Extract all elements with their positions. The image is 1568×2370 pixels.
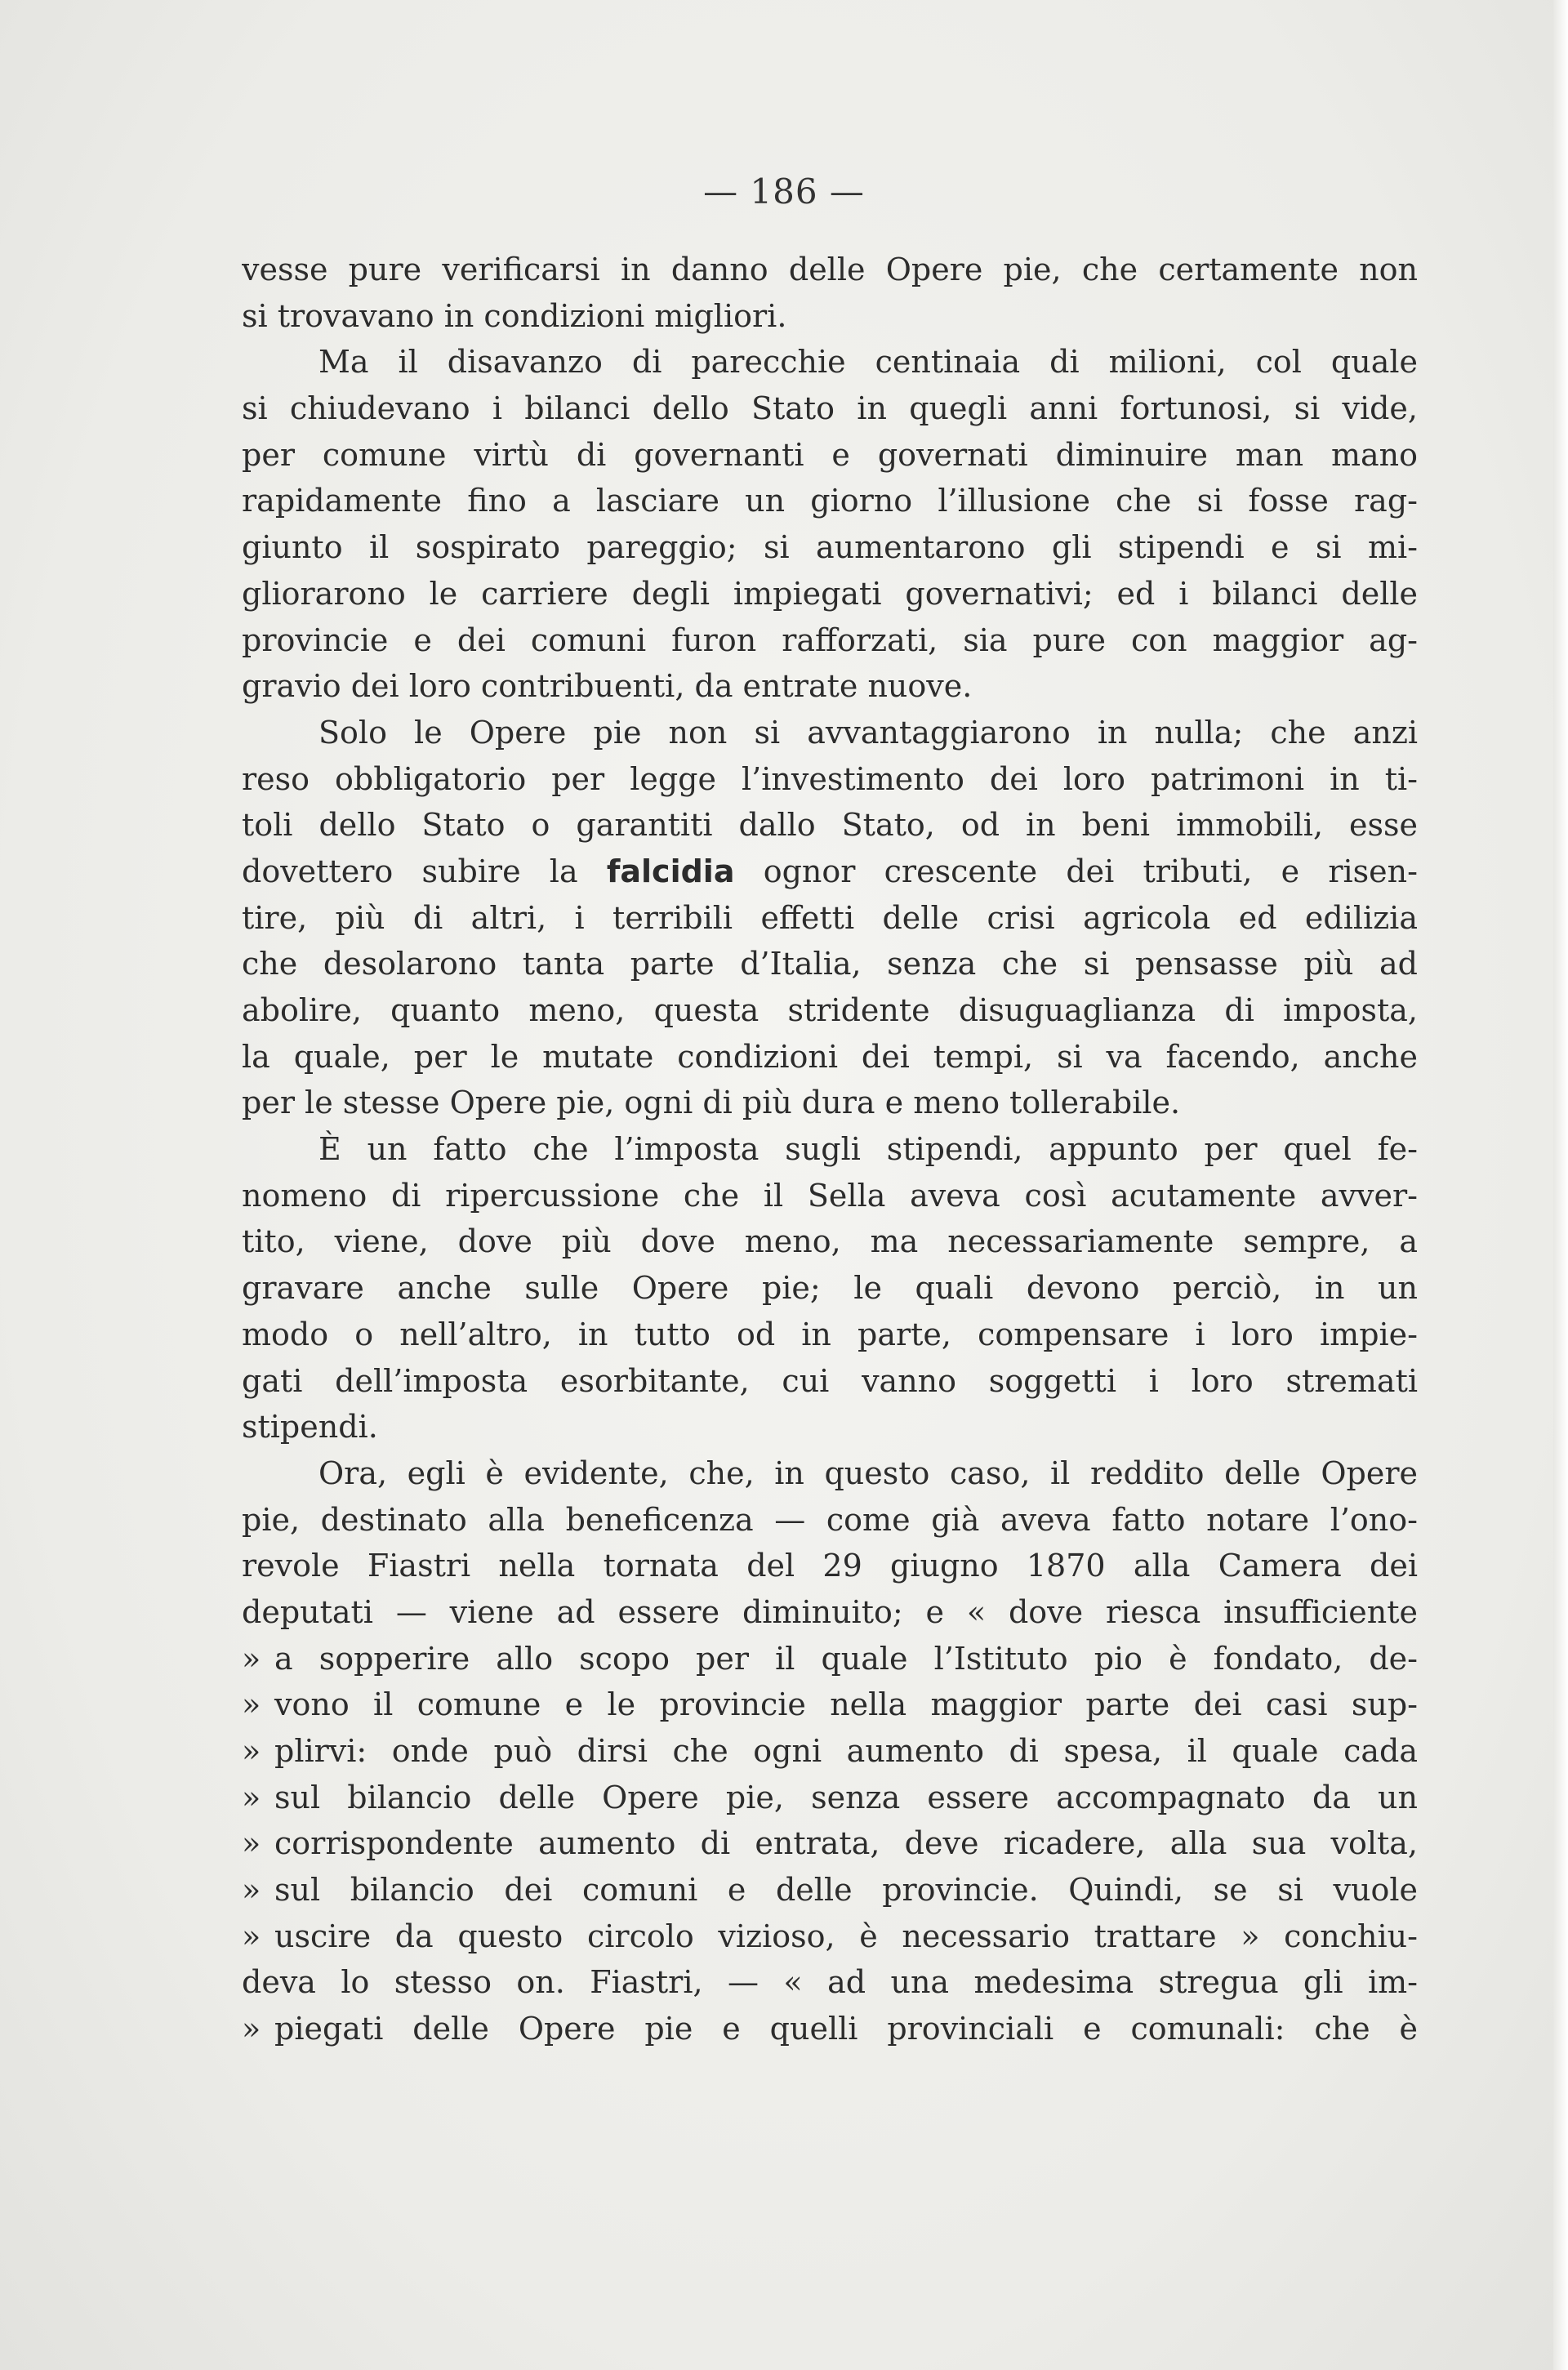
text-segment: reso obbligatorio per legge l’investimento dei loro patrimoni in ti- — [242, 760, 1418, 797]
text-line — [242, 247, 1418, 293]
text-segment: vesse pure verificarsi in danno delle Opere pie, che certamente non — [242, 252, 1418, 287]
text-segment: pie, destinato alla beneficenza — come già aveva fatto notare l’ono- — [242, 1501, 1418, 1538]
text-line — [242, 524, 1418, 571]
text-line — [242, 895, 1418, 942]
text-line — [242, 385, 1418, 432]
text-line — [242, 1867, 1418, 1913]
text-segment: gati dell’imposta esorbitante, cui vanno soggetti i loro stremati — [242, 1362, 1418, 1399]
text-segment: corrispondente aumento di entrata, deve ricadere, alla sua volta, — [274, 1825, 1418, 1862]
text-segment: È un fatto che l’imposta sugli stipendi, appunto per quel fe- — [318, 1131, 1418, 1168]
text-segment: per le stesse Opere pie, ogni di più dura e meno tollerabile. — [242, 1085, 1181, 1121]
text-line — [242, 1450, 1418, 1497]
text-line — [242, 432, 1418, 479]
text-segment: gravio dei loro contribuenti, da entrate nuove. — [242, 668, 973, 705]
text-segment: a sopperire allo scopo per il quale l’Istituto pio è fondato, de- — [274, 1640, 1418, 1677]
text-line — [242, 1265, 1418, 1312]
quote-mark: » — [242, 1686, 261, 1723]
quote-mark: » — [242, 1779, 261, 1815]
text-segment: plirvi: onde può dirsi che ogni aumento di spesa, il quale cada — [274, 1733, 1418, 1769]
text-line — [242, 849, 1418, 895]
quote-mark: » — [242, 1733, 261, 1769]
text-segment: sul bilancio dei comuni e delle provincie. Quindi, se si vuole — [274, 1872, 1418, 1909]
text-line — [242, 617, 1418, 664]
page-edge — [1553, 0, 1568, 2370]
text-segment: si trovavano in condizioni migliori. — [242, 297, 787, 334]
text-segment: che desolarono tanta parte d’Italia, senza che si pensasse più ad — [242, 946, 1418, 982]
text-segment: abolire, quanto meno, questa stridente disuguaglianza di imposta, — [242, 992, 1418, 1028]
text-segment: stipendi. — [242, 1409, 378, 1446]
text-segment: gravare anche sulle Opere pie; le quali devono perciò, in un — [242, 1270, 1418, 1307]
text-segment: dovettero subire la — [242, 853, 607, 889]
text-line — [242, 1173, 1418, 1219]
text-segment: revole Fiastri nella tornata del 29 giugno 1870 alla Camera dei — [242, 1548, 1418, 1584]
quote-mark: » — [242, 1640, 261, 1677]
text-line — [242, 1959, 1418, 2006]
text-segment: nomeno di ripercussione che il Sella aveva così acutamente avver- — [242, 1177, 1418, 1214]
text-line — [242, 293, 1418, 340]
bold-term: falcidia — [606, 853, 735, 889]
text-segment: la quale, per le mutate condizioni dei tempi, si va facendo, anche — [242, 1038, 1418, 1075]
text-line — [242, 2006, 1418, 2052]
text-line — [242, 1034, 1418, 1080]
text-segment: si chiudevano i bilanci dello Stato in quegli anni fortunosi, si vide, — [242, 390, 1418, 427]
text-segment: Ma il disavanzo di parecchie centinaia di milioni, col quale — [318, 344, 1418, 381]
text-line — [242, 1543, 1418, 1589]
text-segment: deputati — viene ad essere diminuito; e « dove riesca insufficiente — [242, 1593, 1418, 1630]
text-segment: sul bilancio delle Opere pie, senza essere accompagnato da un — [274, 1779, 1418, 1815]
text-segment: rapidamente fino a lasciare un giorno l’illusione che si fosse rag- — [242, 483, 1418, 519]
text-segment: Solo le Opere pie non si avvantaggiarono in nulla; che anzi — [318, 714, 1418, 751]
text-line — [242, 802, 1418, 849]
quote-mark: » — [242, 2011, 261, 2047]
text-segment: ognor crescente dei tributi, e risen- — [734, 853, 1418, 889]
quote-mark: » — [242, 1825, 261, 1862]
text-segment: Ora, egli è evidente, che, in questo caso, il reddito delle Opere — [318, 1455, 1418, 1491]
text-segment: giunto il sospirato pareggio; si aumentarono gli stipendi e si mi- — [242, 529, 1418, 566]
text-line — [242, 1080, 1418, 1126]
text-line — [242, 1636, 1418, 1682]
text-line — [242, 1775, 1418, 1821]
text-line — [242, 1913, 1418, 1960]
text-line — [242, 941, 1418, 987]
text-line — [242, 1589, 1418, 1636]
text-line — [242, 1728, 1418, 1775]
text-line — [242, 1820, 1418, 1867]
text-line — [242, 1358, 1418, 1405]
text-segment: tito, viene, dove più dove meno, ma necessariamente sempre, a — [242, 1223, 1418, 1260]
text-line — [242, 478, 1418, 524]
text-line — [242, 1312, 1418, 1358]
text-segment: tire, più di altri, i terribili effetti delle crisi agricola ed edilizia — [242, 899, 1418, 936]
text-line — [242, 1497, 1418, 1544]
text-segment: uscire da questo circolo vizioso, è necessario trattare » conchiu- — [274, 1918, 1418, 1954]
text-segment: modo o nell’altro, in tutto od in parte, compensare i loro impie- — [242, 1316, 1418, 1352]
text-segment: provincie e dei comuni furon rafforzati, sia pure con maggior ag- — [242, 621, 1418, 658]
text-line — [242, 756, 1418, 803]
text-line — [242, 1218, 1418, 1265]
text-line — [242, 987, 1418, 1034]
text-segment: vono il comune e le provincie nella maggior parte dei casi sup- — [274, 1686, 1418, 1723]
text-segment: gliorarono le carriere degli impiegati governativi; ed i bilanci delle — [242, 575, 1418, 612]
text-line — [242, 339, 1418, 385]
text-segment: deva lo stesso on. Fiastri, — « ad una medesima stregua gli im- — [242, 1964, 1418, 2001]
text-segment: per comune virtù di governanti e governati diminuire man mano — [242, 436, 1418, 473]
text-line — [242, 1404, 1418, 1450]
text-line — [242, 710, 1418, 756]
text-segment: piegati delle Opere pie e quelli provinciali e comunali: che è — [274, 2011, 1418, 2047]
quote-mark: » — [242, 1918, 261, 1954]
text-line — [242, 1126, 1418, 1173]
page-number: — 186 — — [703, 172, 865, 212]
text-segment: toli dello Stato o garantiti dallo Stato, od in beni immobili, esse — [242, 807, 1418, 844]
text-line — [242, 1682, 1418, 1728]
body-text — [242, 247, 1418, 2052]
text-line — [242, 663, 1418, 710]
quote-mark: » — [242, 1872, 261, 1909]
text-line — [242, 571, 1418, 617]
